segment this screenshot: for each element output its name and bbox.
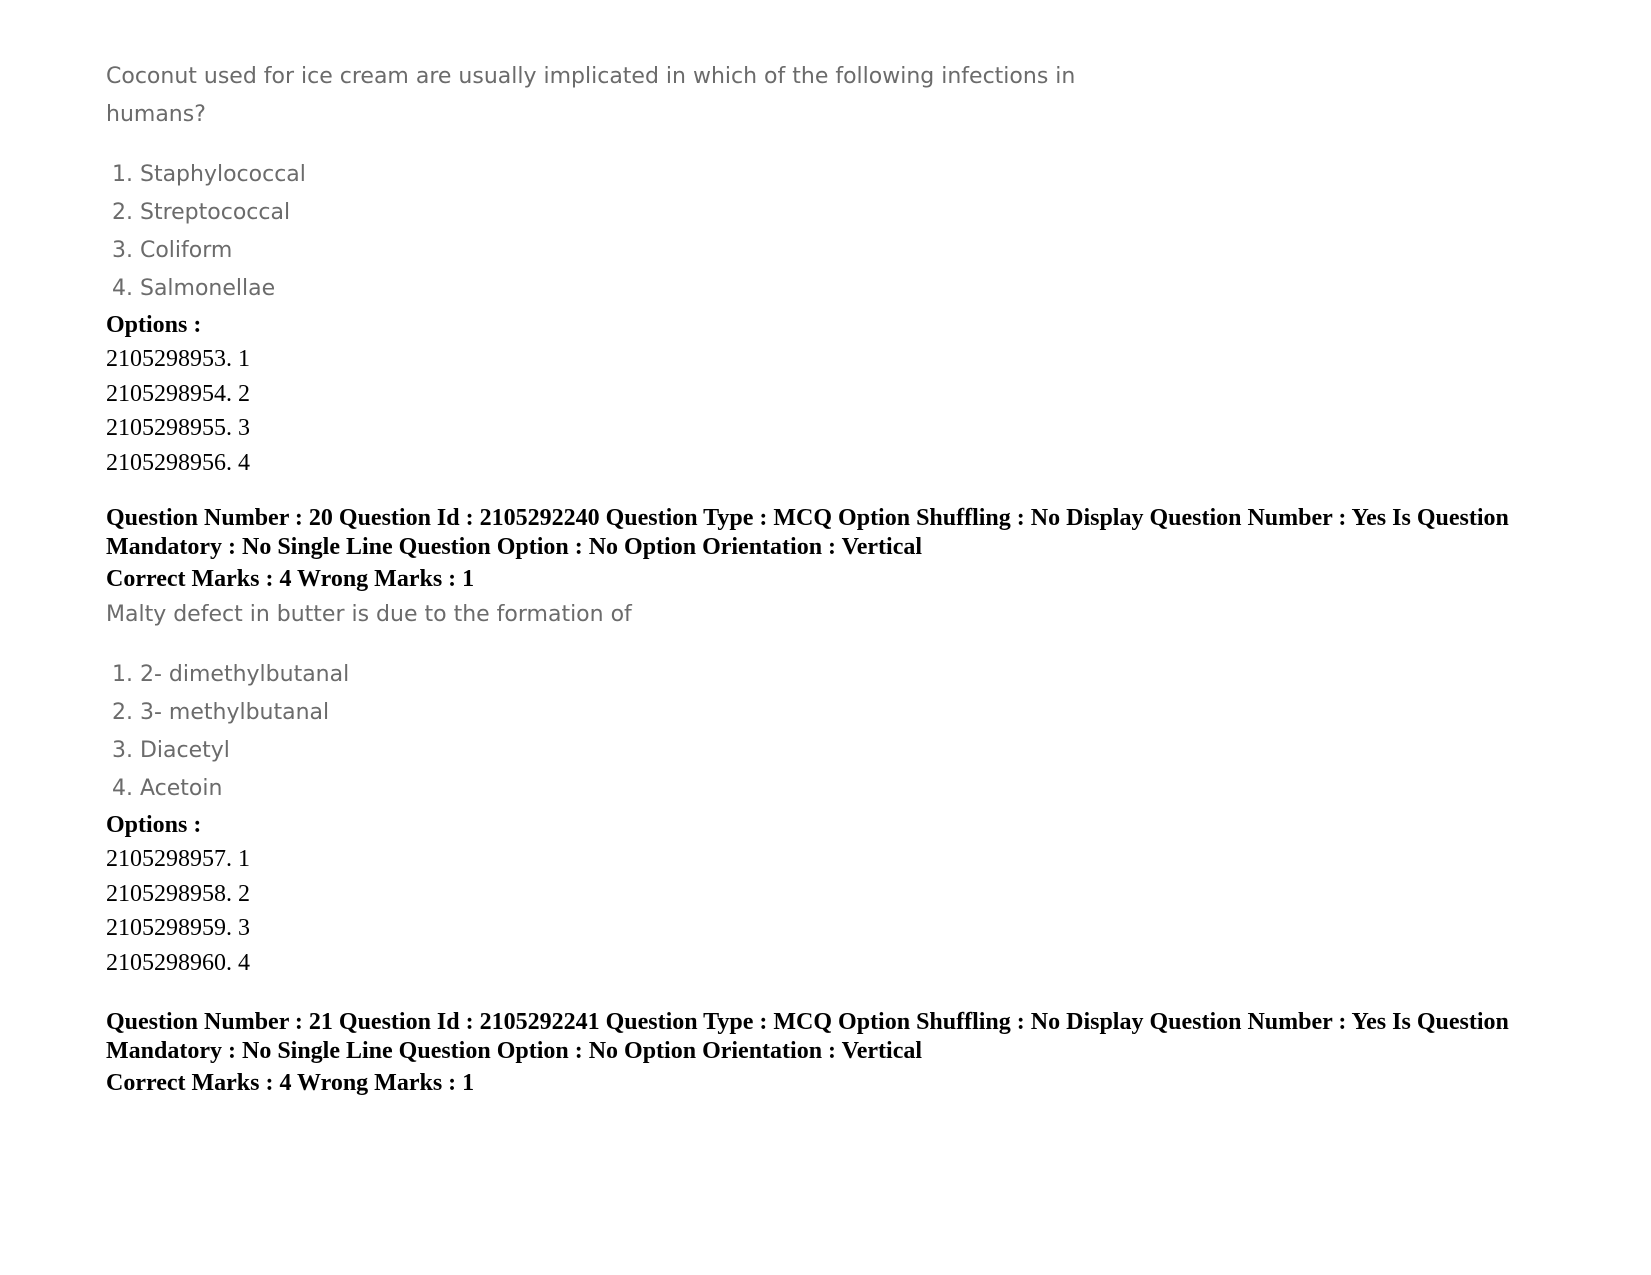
question-20	[106, 504, 1546, 980]
choice-item: 4. Acetoin	[112, 776, 223, 801]
question-20-marks: Correct Marks : 4 Wrong Marks : 1	[106, 566, 475, 592]
option-item: 2105298954. 2	[106, 380, 250, 407]
question-20-meta: Question Number : 20 Question Id : 2105292240 Question Type : MCQ Option Shuffling : No Display Question Number : Yes Is Question Mandatory : No Single Line Question Option : No Option Orientation : Vertical	[106, 505, 1509, 560]
question-21-meta: Question Number : 21 Question Id : 2105292241 Question Type : MCQ Option Shuffling : No Display Question Number : Yes Is Question Mandatory : No Single Line Question Option : No Option Orientation : Vertical	[106, 1009, 1509, 1064]
choice-item: 1. Staphylococcal	[112, 162, 306, 187]
choice-item: 2. 3- methylbutanal	[112, 700, 330, 725]
question-20-options	[106, 842, 1546, 980]
choice-item: 1. 2- dimethylbutanal	[112, 662, 350, 687]
question-21	[106, 1008, 1546, 1100]
question-19-text: Coconut used for ice cream are usually implicated in which of the following infections in humans?	[106, 64, 1076, 127]
question-19	[106, 58, 1546, 480]
question-20-text: Malty defect in butter is due to the formation of	[106, 602, 632, 627]
choice-item: 3. Diacetyl	[112, 738, 230, 763]
option-item: 2105298957. 1	[106, 846, 250, 872]
options-heading: Options :	[106, 312, 202, 338]
option-item: 2105298953. 1	[106, 346, 250, 372]
question-19-options	[106, 342, 1546, 480]
options-heading: Options :	[106, 812, 202, 838]
choice-item: 4. Salmonellae	[112, 276, 276, 301]
question-19-choices	[106, 156, 1546, 308]
option-item: 2105298956. 4	[106, 449, 250, 476]
option-item: 2105298960. 4	[106, 949, 250, 976]
option-item: 2105298959. 3	[106, 915, 250, 941]
question-21-marks: Correct Marks : 4 Wrong Marks : 1	[106, 1070, 475, 1096]
choice-item: 2. Streptococcal	[112, 200, 291, 225]
question-20-choices	[106, 656, 1546, 808]
choice-item: 3. Coliform	[112, 238, 233, 263]
option-item: 2105298955. 3	[106, 415, 250, 441]
option-item: 2105298958. 2	[106, 880, 250, 907]
